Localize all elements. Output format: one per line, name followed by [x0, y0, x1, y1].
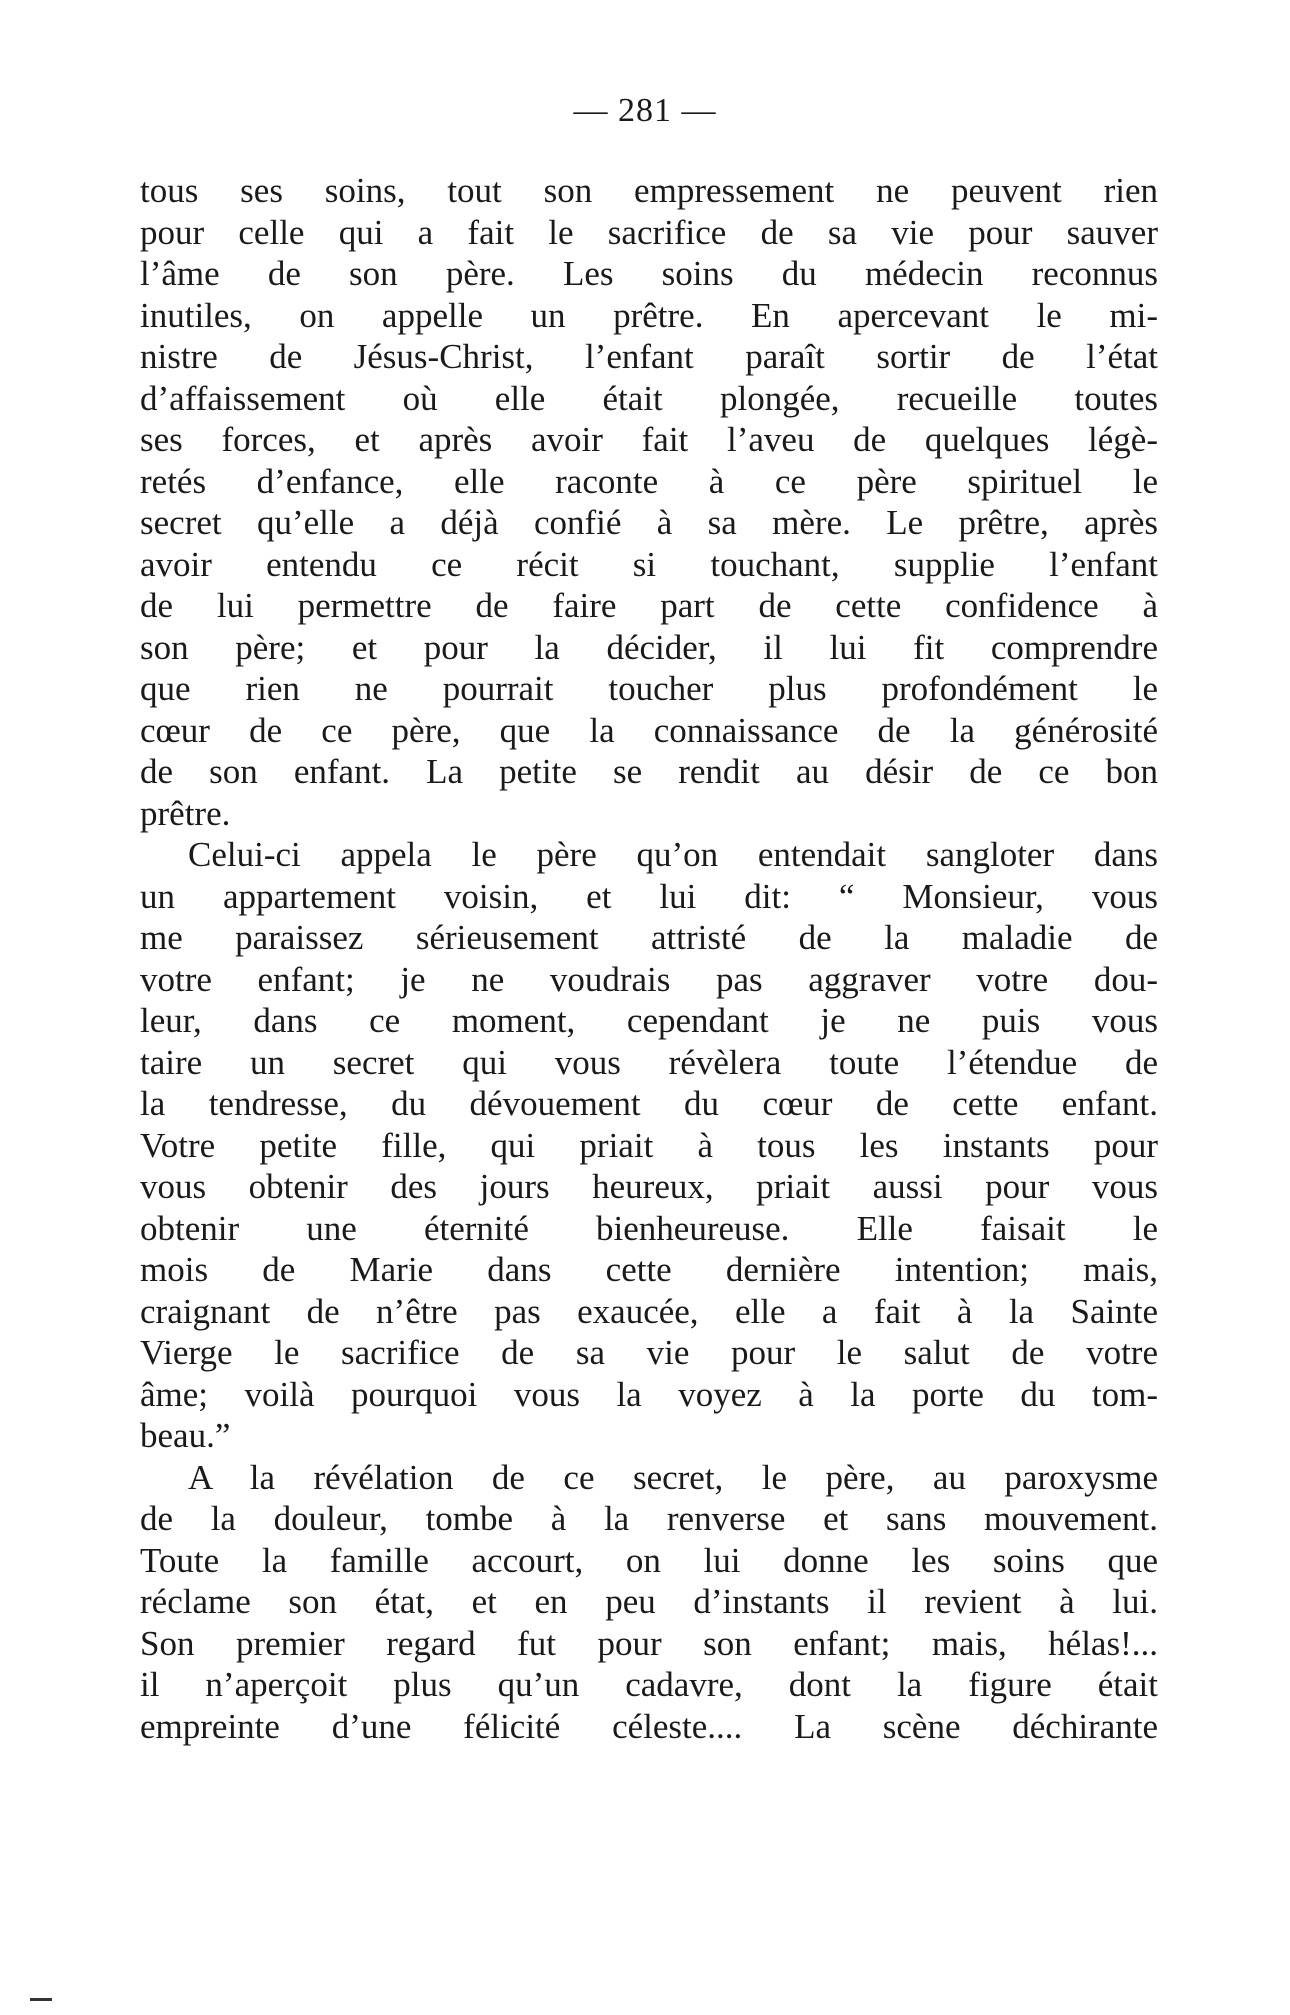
text-line: Votre petite fille, qui priait à tous les instants pour [140, 1125, 1158, 1165]
text-line: craignant de n’être pas exaucée, elle a fait à la Sainte [140, 1291, 1158, 1331]
text-line: avoir entendu ce récit si touchant, supplie l’enfant [140, 544, 1158, 584]
text-line: son père; et pour la décider, il lui fit comprendre [140, 627, 1158, 667]
text-line: votre enfant; je ne voudrais pas aggraver votre dou- [140, 959, 1158, 999]
text-line: leur, dans ce moment, cependant je ne puis vous [140, 1001, 1158, 1040]
text-line: âme; voilà pourquoi vous la voyez à la porte du tom- [140, 1374, 1158, 1414]
text-line: tous ses soins, tout son empressement ne peuvent rien [140, 171, 1158, 210]
text-line: vous obtenir des jours heureux, priait aussi pour vous [140, 1167, 1158, 1206]
text-line: de lui permettre de faire part de cette confidence à [140, 586, 1158, 625]
text-line: cœur de ce père, que la connaissance de la générosité [140, 710, 1158, 750]
text-line: de son enfant. La petite se rendit au désir de ce bon [140, 752, 1158, 791]
text-line: la tendresse, du dévouement du cœur de cette enfant. [140, 1084, 1158, 1123]
text-line: prêtre. [140, 793, 231, 833]
text-line: me paraissez sérieusement attristé de la maladie de [140, 918, 1158, 957]
text-line: de la douleur, tombe à la renverse et sans mouvement. [140, 1499, 1158, 1538]
scan-corner-mark [30, 1998, 52, 2001]
text-line: obtenir une éternité bienheureuse. Elle faisait le [140, 1208, 1158, 1248]
text-line: pour celle qui a fait le sacrifice de sa vie pour sauver [140, 212, 1158, 252]
text-line: Toute la famille accourt, on lui donne les soins que [140, 1540, 1158, 1580]
text-line: ses forces, et après avoir fait l’aveu de quelques légè- [140, 420, 1158, 459]
text-line: l’âme de son père. Les soins du médecin reconnus [140, 254, 1158, 293]
text-line: Vierge le sacrifice de sa vie pour le salut de votre [140, 1333, 1158, 1372]
body-text [140, 170, 1158, 1747]
text-line: retés d’enfance, elle raconte à ce père spirituel le [140, 461, 1158, 501]
text-line: empreinte d’une félicité céleste.... La scène déchirante [140, 1706, 1158, 1746]
text-line: inutiles, on appelle un prêtre. En apercevant le mi- [140, 295, 1158, 335]
text-line: d’affaissement où elle était plongée, recueille toutes [140, 378, 1158, 418]
text-line: taire un secret qui vous révèlera toute l’étendue de [140, 1042, 1158, 1082]
text-line: nistre de Jésus-Christ, l’enfant paraît sortir de l’état [140, 337, 1158, 376]
text-line: que rien ne pourrait toucher plus profondément le [140, 669, 1158, 708]
page-number: — 281 — [573, 92, 717, 129]
text-line: mois de Marie dans cette dernière intention; mais, [140, 1250, 1158, 1289]
text-line: Son premier regard fut pour son enfant; mais, hélas!... [140, 1623, 1158, 1663]
text-line: Celui-ci appela le père qu’on entendait sangloter dans [188, 835, 1158, 874]
text-line: secret qu’elle a déjà confié à sa mère. Le prêtre, après [140, 503, 1158, 542]
text-line: beau.” [140, 1416, 231, 1455]
text-line: un appartement voisin, et lui dit: “ Monsieur, vous [140, 876, 1158, 916]
text-line: il n’aperçoit plus qu’un cadavre, dont la figure était [140, 1665, 1158, 1704]
text-line: réclame son état, et en peu d’instants il revient à lui. [140, 1582, 1158, 1621]
text-line: A la révélation de ce secret, le père, au paroxysme [188, 1457, 1158, 1497]
